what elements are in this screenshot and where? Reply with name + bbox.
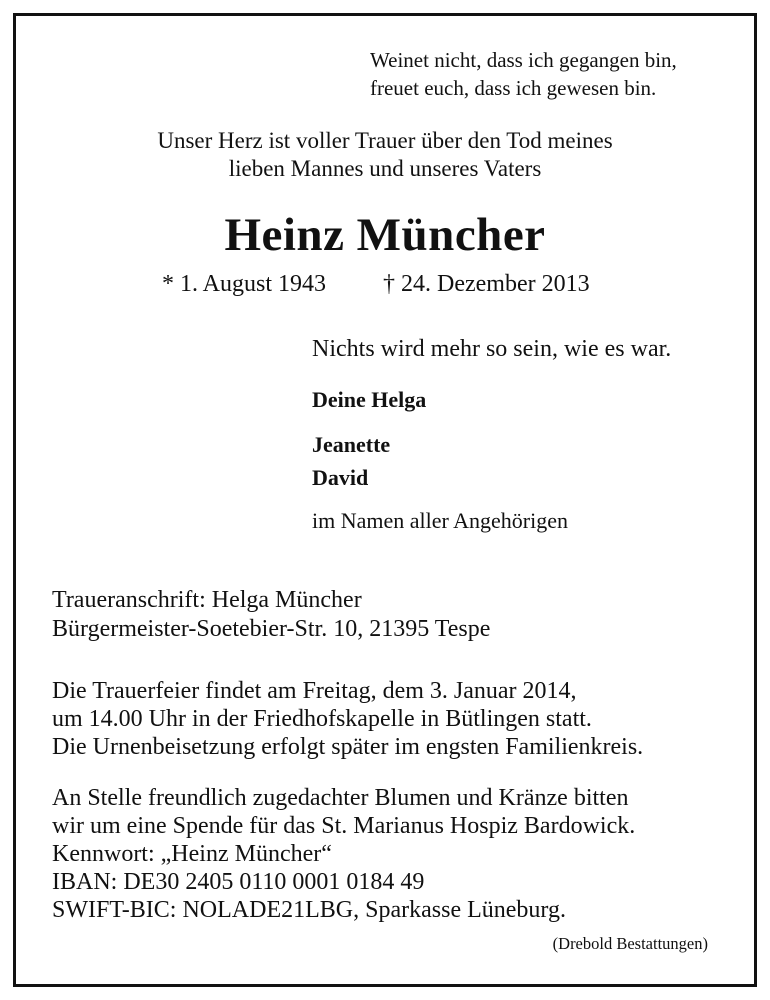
relatives-note: im Namen aller Angehörigen [312, 508, 568, 533]
funeral-home-credit: (Drebold Bestattungen) [552, 934, 708, 953]
signatory-spouse: Deine Helga [312, 387, 427, 412]
donation-bic: SWIFT-BIC: NOLADE21LBG, Sparkasse Lüneburg. [52, 897, 566, 923]
address-line-2: Bürgermeister-Soetebier-Str. 10, 21395 Tespe [52, 616, 491, 642]
donation-line-2: wir um eine Spende für das St. Marianus Hospiz Bardowick. [52, 813, 636, 839]
ceremony-line-2: um 14.00 Uhr in der Friedhofskapelle in Bütlingen statt. [52, 706, 592, 732]
address-line-1: Traueranschrift: Helga Müncher [52, 587, 362, 613]
donation-line-1: An Stelle freundlich zugedachter Blumen und Kränze bitten [52, 785, 629, 811]
motto-line-2: freuet euch, dass ich gewesen bin. [370, 76, 657, 100]
intro-line-1: Unser Herz ist voller Trauer über den Tod meines [157, 128, 613, 153]
death-date: † 24. Dezember 2013 [383, 271, 590, 297]
intro-line-2: lieben Mannes und unseres Vaters [228, 156, 542, 181]
ceremony-line-3: Die Urnenbeisetzung erfolgt später im engsten Familienkreis. [52, 734, 644, 760]
donation-keyword: Kennwort: „Heinz Müncher“ [52, 841, 332, 867]
ceremony-line-1: Die Trauerfeier findet am Freitag, dem 3. Januar 2014, [52, 678, 577, 704]
birth-date: * 1. August 1943 [162, 271, 327, 297]
quote: Nichts wird mehr so sein, wie es war. [312, 336, 672, 362]
signatory-child-1: Jeanette [312, 432, 391, 457]
deceased-name: Heinz Müncher [224, 209, 546, 261]
signatory-child-2: David [312, 465, 369, 490]
donation-iban: IBAN: DE30 2405 0110 0001 0184 49 [52, 869, 425, 895]
motto-line-1: Weinet nicht, dass ich gegangen bin, [370, 48, 677, 72]
